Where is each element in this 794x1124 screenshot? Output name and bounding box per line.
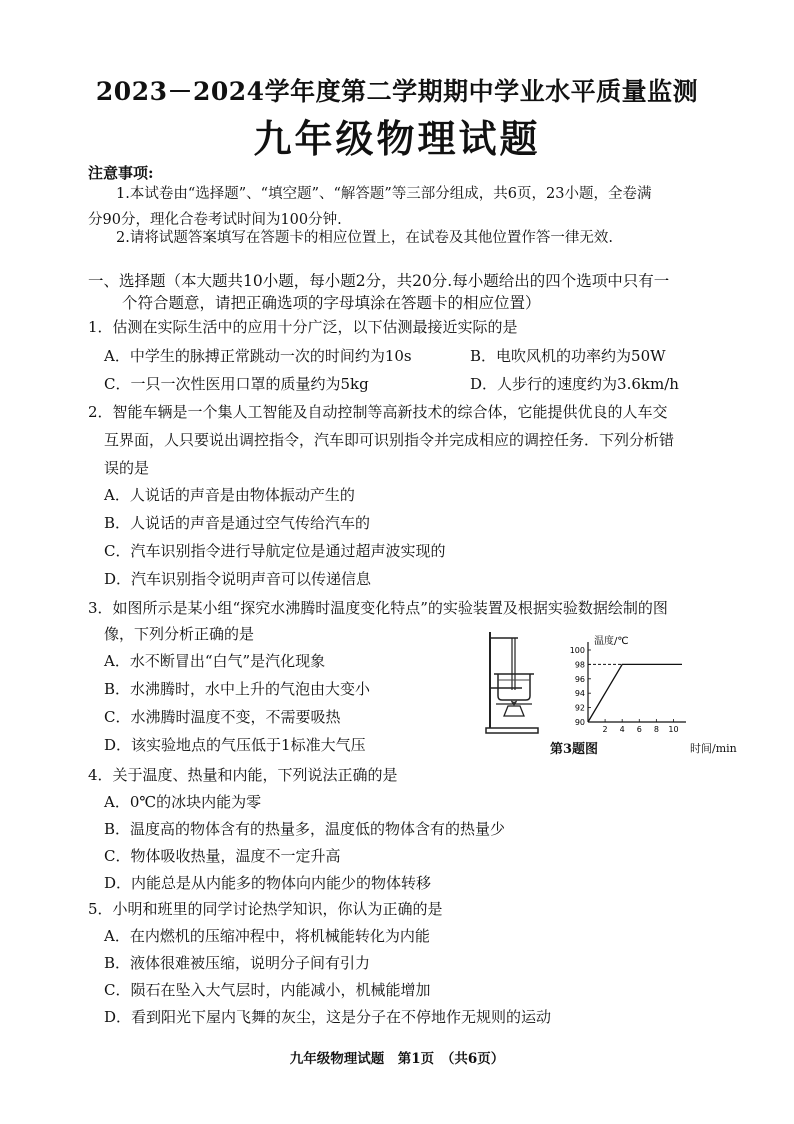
question-4-stem: 4．关于温度、热量和内能，下列说法正确的是	[88, 766, 398, 784]
section-title: 一、选择题（本大题共10小题，每小题2分，共20分.每小题给出的四个选项中只有一	[88, 272, 670, 290]
q2-option-d: D．汽车识别指令说明声音可以传递信息	[104, 570, 372, 588]
chart-x-tick-label: 10	[668, 725, 679, 732]
q4-option-a: A．0℃的冰块内能为零	[104, 793, 262, 811]
chart-x-label: 时间/min	[690, 742, 737, 755]
q5-option-d: D．看到阳光下屋内飞舞的灰尘，这是分子在不停地作无规则的运动	[104, 1008, 552, 1026]
section-instruction: 个符合题意，请把正确选项的字母填涂在答题卡的相应位置）	[122, 294, 541, 312]
boiling-apparatus-figure	[482, 628, 542, 736]
q1-option-c: C．一只一次性医用口罩的质量约为5kg	[104, 375, 369, 393]
temperature-time-chart	[560, 632, 690, 732]
exam-header: 2023－2024学年度第二学期期中学业水平质量监测	[95, 77, 699, 106]
q3-option-b: B．水沸腾时，水中上升的气泡由大变小	[104, 680, 371, 698]
question-2-line2: 互界面，人只要说出调控指令，汽车即可识别指令并完成相应的调控任务．下列分析错	[104, 431, 675, 449]
chart-series-line	[588, 664, 682, 722]
chart-y-tick-label: 92	[574, 703, 585, 713]
q3-option-c: C．水沸腾时温度不变，不需要吸热	[104, 708, 341, 726]
page-footer: 九年级物理试题 第1页 （共6页）	[289, 1051, 505, 1067]
question-3-line1: 3．如图所示是某小组“探究水沸腾时温度变化特点”的实验装置及根据实验数据绘制的图	[88, 599, 668, 617]
chart-x-tick-label: 2	[602, 725, 608, 732]
chart-y-tick-label: 96	[574, 674, 585, 684]
chart-y-label: 温度/℃	[594, 636, 629, 647]
q2-option-b: B．人说话的声音是通过空气传给汽车的	[104, 514, 371, 532]
question-3-line2: 像，下列分析正确的是	[104, 625, 255, 643]
notice-item-2: 2.请将试题答案填写在答题卡的相应位置上，在试卷及其他位置作答一律无效.	[116, 230, 613, 246]
chart-x-tick-label: 8	[653, 725, 659, 732]
exam-title: 九年级物理试题	[253, 116, 541, 161]
question-2-line1: 2．智能车辆是一个集人工智能及自动控制等高新技术的综合体，它能提供优良的人车交	[88, 403, 668, 421]
question-5-stem: 5．小明和班里的同学讨论热学知识，你认为正确的是	[88, 900, 443, 918]
chart-x-tick-label: 6	[636, 725, 642, 732]
question-1-stem: 1．估测在实际生活中的应用十分广泛，以下估测最接近实际的是	[88, 318, 518, 336]
figure-caption: 第3题图	[550, 742, 599, 757]
q4-option-c: C．物体吸收热量，温度不一定升高	[104, 847, 341, 865]
q1-option-b: B．电吹风机的功率约为50W	[470, 347, 666, 365]
q5-option-a: A．在内燃机的压缩冲程中，将机械能转化为内能	[104, 927, 430, 945]
chart-x-tick-label: 4	[619, 725, 625, 732]
chart-y-tick-label: 98	[574, 660, 585, 670]
notice-item-1b: 分90分，理化合卷考试时间为100分钟.	[88, 212, 342, 228]
q3-option-a: A．水不断冒出“白气”是汽化现象	[104, 652, 326, 670]
q4-option-b: B．温度高的物体含有的热量多，温度低的物体含有的热量少	[104, 820, 506, 838]
q1-option-a: A．中学生的脉搏正常跳动一次的时间约为10s	[104, 347, 412, 365]
chart-y-tick-label: 90	[574, 718, 585, 727]
apparatus-base	[486, 728, 538, 733]
q4-option-d: D．内能总是从内能多的物体向内能少的物体转移	[104, 874, 432, 892]
q3-option-d: D．该实验地点的气压低于1标准大气压	[104, 736, 366, 754]
q2-option-a: A．人说话的声音是由物体振动产生的	[104, 486, 355, 504]
flame-icon	[511, 701, 517, 706]
question-2-line3: 误的是	[104, 459, 150, 477]
chart-y-tick-label: 100	[569, 646, 585, 655]
notice-item-1a: 1.本试卷由“选择题”、“填空题”、“解答题”等三部分组成，共6页，23小题，全卷满	[116, 186, 652, 202]
q5-option-b: B．液体很难被压缩，说明分子间有引力	[104, 954, 371, 972]
notice-title: 注意事项:	[88, 164, 154, 182]
beaker-icon	[498, 674, 530, 700]
alcohol-lamp-icon	[504, 706, 524, 716]
q2-option-c: C．汽车识别指令进行导航定位是通过超声波实现的	[104, 542, 446, 560]
q1-option-d: D．人步行的速度约为3.6km/h	[470, 375, 679, 393]
chart-y-tick-label: 94	[574, 689, 585, 699]
q5-option-c: C．陨石在坠入大气层时，内能减小，机械能增加	[104, 981, 431, 999]
